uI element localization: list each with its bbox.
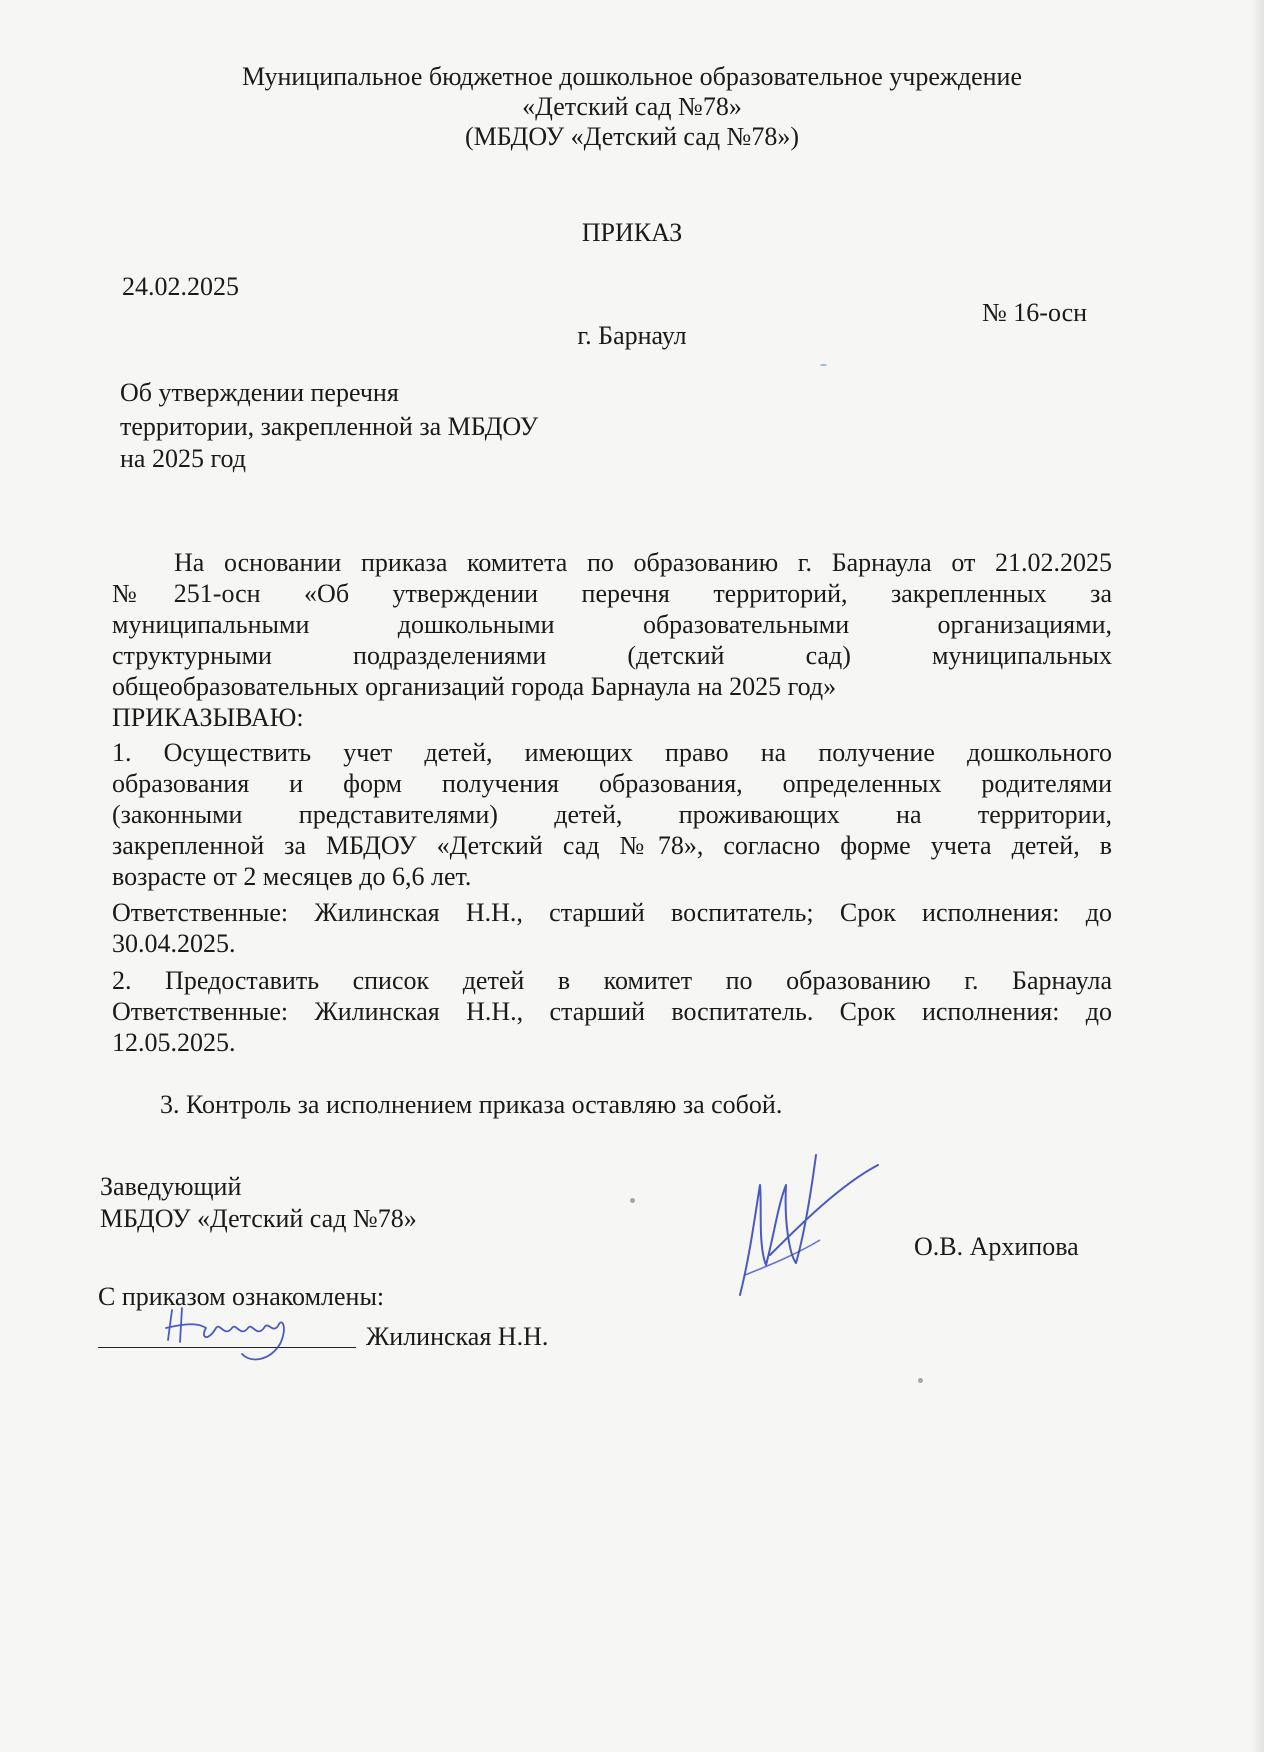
org-name-line3: (МБДОУ «Детский сад №78»): [464, 122, 800, 151]
item2-line2: Ответственные: Жилинская Н.Н., старший воспитатель. Срок исполнения: до: [112, 997, 1112, 1026]
item1-responsible-line1: Ответственные: Жилинская Н.Н., старший воспитатель; Срок исполнения: до: [112, 898, 1112, 927]
preamble-line3: муниципальными дошкольными образовательными организациями,: [112, 610, 1112, 639]
order-word: ПРИКАЗЫВАЮ:: [112, 703, 304, 732]
document-number: № 16-осн: [982, 298, 1088, 327]
item3: 3. Контроль за исполнением приказа оставляю за собой.: [160, 1090, 783, 1119]
item1-line5: возрасте от 2 месяцев до 6,6 лет.: [112, 862, 472, 891]
item2-line3: 12.05.2025.: [112, 1028, 236, 1057]
document-type: ПРИКАЗ: [581, 218, 683, 247]
item1-line1: 1. Осуществить учет детей, имеющих право на получение дошкольного: [112, 738, 1112, 767]
signer-position-line1: Заведующий: [100, 1172, 242, 1201]
org-name-line1: Муниципальное бюджетное дошкольное образовательное учреждение: [242, 62, 1022, 91]
acknowledged-name: Жилинская Н.Н.: [366, 1322, 549, 1351]
org-name-line2: «Детский сад №78»: [522, 92, 742, 121]
subject-line1: Об утверждении перечня: [120, 378, 399, 407]
signer-name: О.В. Архипова: [914, 1232, 1079, 1261]
scan-speck: [918, 1378, 923, 1383]
document-city: г. Барнаул: [577, 321, 687, 350]
acknowledged-label: С приказом ознакомлены:: [98, 1282, 385, 1311]
document-date: 24.02.2025: [122, 272, 239, 301]
subject-line3: на 2025 год: [120, 444, 246, 473]
director-signature: [700, 1145, 880, 1305]
staff-signature: [160, 1298, 310, 1368]
preamble-line5: общеобразовательных организаций города Барнаула на 2025 год»: [112, 672, 837, 701]
item2-line1: 2. Предоставить список детей в комитет по образованию г. Барнаула: [112, 966, 1112, 995]
item1-responsible-line2: 30.04.2025.: [112, 929, 236, 958]
preamble-line1: На основании приказа комитета по образованию г. Барнаула от 21.02.2025: [174, 548, 1112, 577]
scan-speck: [820, 364, 827, 366]
item1-line2: образования и форм получения образования, определенных родителями: [112, 769, 1112, 798]
preamble-line2: №251-осн «Об утверждении перечня территорий, закрепленных за: [112, 579, 1112, 608]
item1-line4: закрепленной за МБДОУ «Детский сад №78», согласно форме учета детей, в: [112, 831, 1112, 860]
subject-line2: территории, закрепленной за МБДОУ: [120, 412, 539, 441]
scan-edge-shadow: [1250, 0, 1264, 1752]
preamble-line4: структурными подразделениями (детский сад) муниципальных: [112, 641, 1112, 670]
signer-position-line2: МБДОУ «Детский сад №78»: [100, 1204, 417, 1233]
item1-line3: (законными представителями) детей, проживающих на территории,: [112, 800, 1112, 829]
scan-speck: [630, 1198, 635, 1203]
